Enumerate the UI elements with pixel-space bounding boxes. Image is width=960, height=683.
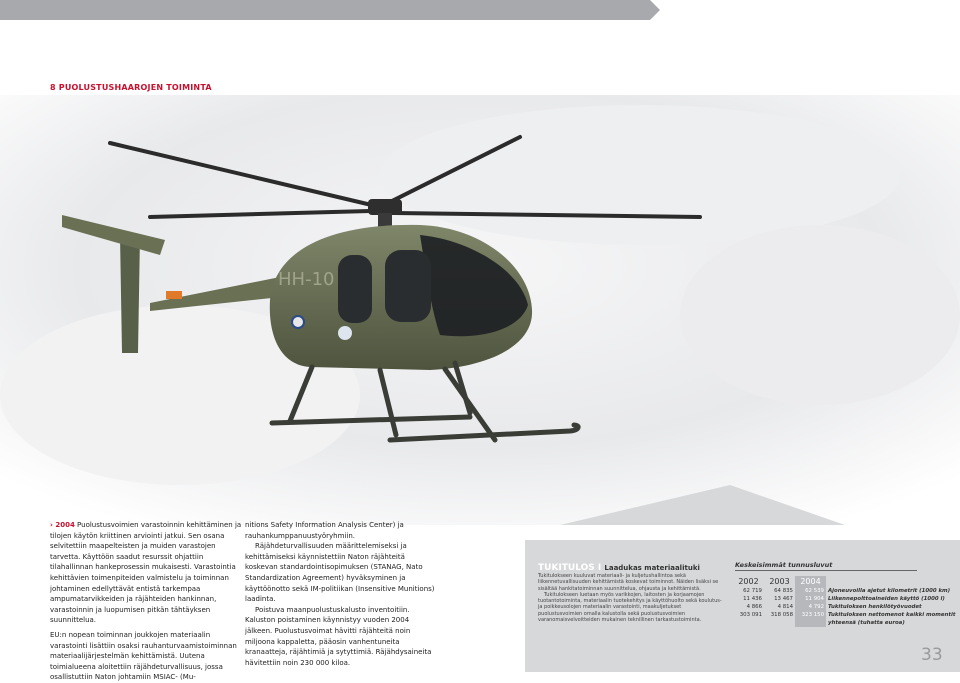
year-header-highlight: 2004: [795, 576, 826, 587]
year-header: 2002: [738, 577, 759, 586]
tail-fin: [120, 235, 140, 353]
roundel: [292, 316, 304, 328]
table-row: 11 436 13 467 11 904 Liikennepolttoaineiden käyttö (1000 l): [743, 596, 945, 602]
page-number: 33: [921, 645, 943, 665]
paragraph: Tukitulokseen luetaan myös varikkojen, laitosten ja korjaamojen tuotantotoiminta, materiaalin tuotekehitys ja käyttöhuolto sekä koulutus- ja poikkeusolojen materiaalin varastointi, maakuljetukset puolustusvoimien omalla kalustolla sekä puolustusvoimien varanomaisvelvoitteiden mukainen teknillinen tarkastustoiminta.: [538, 591, 722, 624]
text-column-left: [50, 520, 242, 683]
text-column-middle: [245, 520, 435, 668]
paragraph: EU:n nopean toiminnan joukkojen materiaalin varastointi lisättiin osaksi rauhanturvaamistoiminnan materiaalijärjestelmän kehittämistä. Uutena toimialueena aloitettiin räjähdeturvallisuus, jossa osallistuttiin Naton johtamiin MSIAC- (Mu-: [50, 630, 237, 682]
top-header-band: [0, 0, 650, 20]
paragraph: nitions Safety Information Analysis Center) ja rauhankumppanuustyöryhmiin.: [245, 521, 404, 540]
tukitulos-text: [538, 573, 723, 623]
table-row: 303 091 318 058 323 150 Tukituloksen nettomenot kaikki momentit: [739, 612, 956, 618]
paragraph: Poistuva maanpuolustuskalusto inventoitiin. Kaluston poistaminen käynnistyy vuoden 2004 jälkeen. Puolustusvoimat hävitti räjähteitä noin miljoona kappaletta, pääosin vanhentuneita kranaatteja, räjähtimiä ja sytyttimiä. Räjähdysaineita hävitettiin noin 230 000 kiloa.: [245, 605, 432, 667]
table-header-row: [733, 576, 957, 587]
key-figures-rule: [735, 570, 917, 571]
paragraph: Tukitulokseen kuuluvat materiaali- ja kuljetushallintoa sekä liikennetuvallisuuden kehittämistä koskevat toiminnot. Näiden lisäksi se sisältää hankitatoiminnan suunnittelua, ohjausta ja kehittämistä.: [538, 573, 719, 592]
paragraph: Räjähdeturvallisuuden määrittelemiseksi ja kehittämiseksi käynnistettiin Naton räjähteitä koskevan standardointisopimuksen (STANAG, Nato Standardization Agreement) hyväksyminen ja käyttöönotto sekä IM-politiikan (Insensitive Munitions) laadinta.: [245, 542, 435, 604]
table-row: 62 719 64 835 62 539 Ajoneuvoilla ajetut kilometrit (1000 km): [743, 588, 951, 594]
rotor-hub: [368, 199, 402, 215]
tail-marking: [166, 291, 182, 299]
section-title: 8 PUOLUSTUSHAAROJEN TOIMINTA: [50, 83, 212, 92]
top-header-band-arrow: [650, 0, 660, 20]
table-row: 4 866 4 814 4 792 Tukituloksen henkilötyövuodet: [746, 604, 922, 610]
year-marker: › 2004: [50, 521, 75, 529]
squadron-badge: [338, 326, 352, 340]
table-row: yhteensä (tuhatta euroa): [733, 619, 957, 627]
helicopter-photo: [0, 95, 960, 525]
cabin-window-front: [385, 250, 431, 322]
key-figures-table: [733, 576, 957, 627]
cabin-window-rear: [338, 255, 372, 323]
tukitulos-heading: TUKITULOS I Laadukas materiaalituki: [538, 563, 700, 573]
year-header: 2003: [769, 577, 790, 586]
intro-paragraph: › 2004 Puolustusvoimien varastoinnin kehittäminen ja tilojen käytön kriittinen arviointi jatkui. Sen osana selvitettiin maapelteisten ja muiden varastojen tarvetta. Käyttöön saadut resurssit ohjattiin tilahallinnan hankeprosessin mukaisesti. Varastointia kehittävien toimenpiteiden valmistelu ja toiminnan johtaminen edellyttävät entistä tarkempaa ampumatarvikkeiden ja räjähteiden hankinnan, varastoinnin ja luopumisen pitkän tähtäyksen suunnittelua.: [50, 521, 242, 625]
tukitulos-subtitle: Laadukas materiaalituki: [604, 564, 700, 572]
key-figures-heading: Keskeisimmät tunnusluvut: [735, 561, 833, 569]
registration-marking: HH-10: [278, 269, 335, 290]
